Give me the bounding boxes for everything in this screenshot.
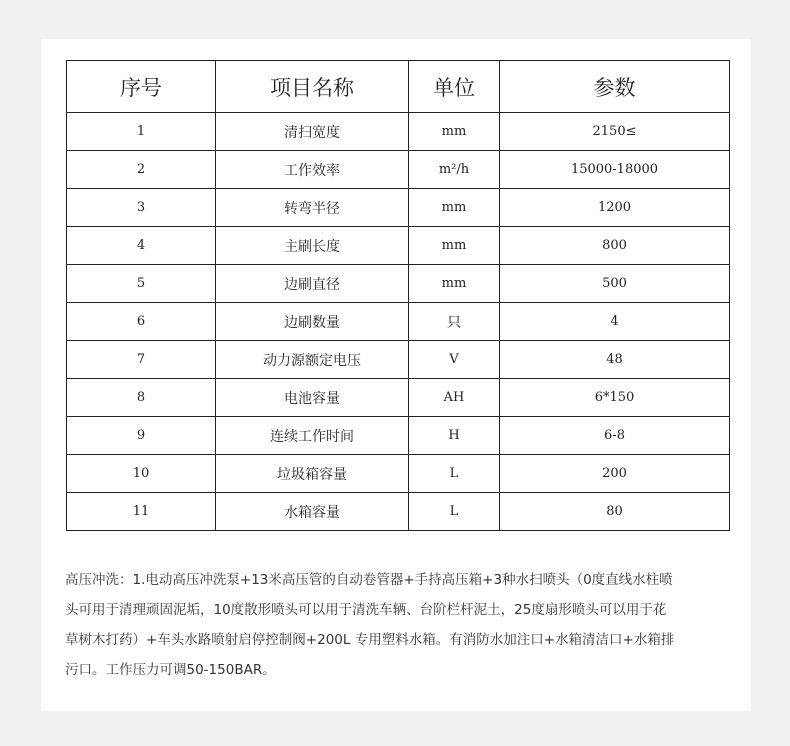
cell-parameter: 15000-18000 <box>500 151 730 189</box>
table-row <box>67 493 730 531</box>
cell-item-name: 清扫宽度 <box>216 113 409 151</box>
cell-parameter: 80 <box>500 493 730 531</box>
table-row <box>67 189 730 227</box>
table-row <box>67 227 730 265</box>
header-unit: 单位 <box>409 61 500 113</box>
cell-unit: mm <box>409 189 500 227</box>
cell-parameter: 500 <box>500 265 730 303</box>
cell-item-name: 主刷长度 <box>216 227 409 265</box>
cell-unit: m²/h <box>409 151 500 189</box>
cell-unit: 只 <box>409 303 500 341</box>
header-item-name: 项目名称 <box>216 61 409 113</box>
table-row <box>67 417 730 455</box>
cell-parameter: 4 <box>500 303 730 341</box>
cell-no: 6 <box>67 303 216 341</box>
cell-no: 7 <box>67 341 216 379</box>
cell-unit: L <box>409 455 500 493</box>
note-line: 草树木打药）+车头水路喷射启停控制阀+200L 专用塑料水箱。有消防水加注口+水箱清洁口+水箱排 <box>65 632 675 648</box>
spec-card <box>41 39 751 711</box>
cell-no: 11 <box>67 493 216 531</box>
cell-no: 3 <box>67 189 216 227</box>
cell-item-name: 电池容量 <box>216 379 409 417</box>
cell-unit: mm <box>409 265 500 303</box>
cell-item-name: 转弯半径 <box>216 189 409 227</box>
cell-parameter: 48 <box>500 341 730 379</box>
note-line: 污口。工作压力可调50-150BAR。 <box>65 662 276 678</box>
high-pressure-wash-note <box>65 565 729 685</box>
cell-unit: V <box>409 341 500 379</box>
table-row <box>67 151 730 189</box>
cell-item-name: 工作效率 <box>216 151 409 189</box>
table-row <box>67 455 730 493</box>
cell-no: 1 <box>67 113 216 151</box>
cell-unit: H <box>409 417 500 455</box>
note-line: 高压冲洗：1.电动高压冲洗泵+13米高压管的自动卷管器+手持高压箱+3种水扫喷头（0度直线水柱喷 <box>65 572 673 588</box>
cell-item-name: 水箱容量 <box>216 493 409 531</box>
cell-parameter: 1200 <box>500 189 730 227</box>
cell-unit: AH <box>409 379 500 417</box>
cell-no: 5 <box>67 265 216 303</box>
note-line: 头可用于清理顽固泥垢，10度散形喷头可以用于清洗车辆、台阶栏杆泥土，25度扇形喷头可以用于花 <box>65 602 667 618</box>
cell-item-name: 边刷数量 <box>216 303 409 341</box>
cell-unit: L <box>409 493 500 531</box>
cell-item-name: 连续工作时间 <box>216 417 409 455</box>
cell-parameter: 6*150 <box>500 379 730 417</box>
cell-no: 9 <box>67 417 216 455</box>
cell-item-name: 动力源额定电压 <box>216 341 409 379</box>
cell-parameter: 6-8 <box>500 417 730 455</box>
header-no: 序号 <box>67 61 216 113</box>
cell-item-name: 边刷直径 <box>216 265 409 303</box>
cell-item-name: 垃圾箱容量 <box>216 455 409 493</box>
table-header-row <box>67 61 730 113</box>
cell-no: 8 <box>67 379 216 417</box>
table-row <box>67 265 730 303</box>
cell-parameter: 2150≤ <box>500 113 730 151</box>
header-parameter: 参数 <box>500 61 730 113</box>
table-row <box>67 379 730 417</box>
cell-parameter: 800 <box>500 227 730 265</box>
cell-parameter: 200 <box>500 455 730 493</box>
cell-no: 10 <box>67 455 216 493</box>
table-row <box>67 303 730 341</box>
cell-unit: mm <box>409 113 500 151</box>
table-row <box>67 341 730 379</box>
table-row <box>67 113 730 151</box>
spec-table <box>66 60 730 531</box>
cell-no: 4 <box>67 227 216 265</box>
cell-no: 2 <box>67 151 216 189</box>
cell-unit: mm <box>409 227 500 265</box>
